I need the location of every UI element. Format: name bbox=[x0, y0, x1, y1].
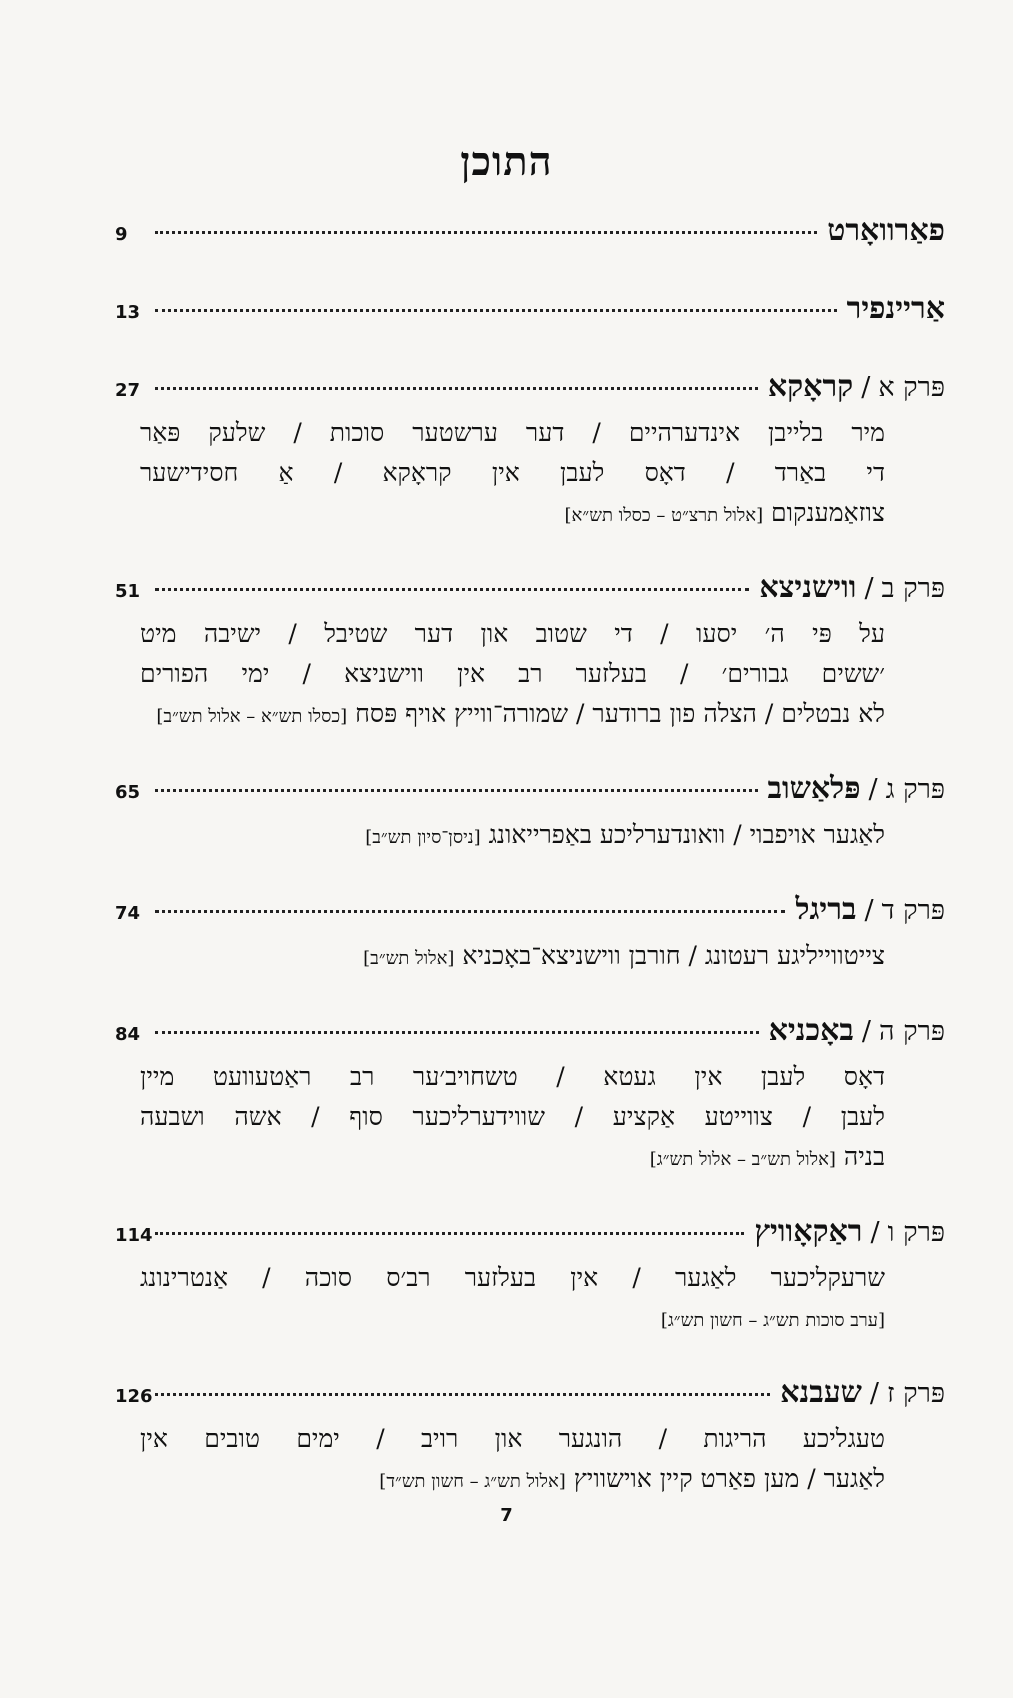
subtopic-text: צייטווייליגע רעטונג / חורבן ווישניצא־באָכניא bbox=[462, 941, 885, 970]
subtopic-line bbox=[140, 1097, 885, 1137]
page-number-ref: 51 bbox=[115, 581, 141, 602]
toc-entry bbox=[115, 1367, 945, 1502]
toc-entry-row[interactable] bbox=[115, 763, 945, 815]
chapter-label: פּרק ה bbox=[879, 1016, 945, 1047]
date-range: [אלול תש״ב – אלול תש״ג] bbox=[649, 1149, 836, 1170]
chapter-title: קראָקא bbox=[767, 369, 854, 404]
toc-entry-row[interactable] bbox=[115, 361, 945, 413]
separator: / bbox=[861, 372, 871, 403]
date-range: [אלול תרצ״ט – כסלו תש״א] bbox=[564, 505, 764, 526]
dot-leader bbox=[155, 309, 837, 312]
subtopic-line bbox=[140, 453, 885, 493]
toc-entry-row[interactable] bbox=[115, 205, 945, 257]
subtopic-line bbox=[140, 1137, 885, 1180]
subtopic-line bbox=[140, 694, 885, 737]
chapter-title: באָכניא bbox=[768, 1013, 854, 1048]
subtopic-text: לאַגער / מען פאַרט קיין אוישוויץ bbox=[573, 1464, 885, 1493]
chapter-title: בריגל bbox=[795, 892, 857, 927]
toc-entry bbox=[115, 1005, 945, 1180]
page-number-ref: 114 bbox=[115, 1225, 153, 1246]
dot-leader bbox=[155, 1232, 744, 1235]
entry-heading bbox=[759, 562, 945, 615]
chapter-label: פּרק ד bbox=[881, 895, 945, 926]
subtopic-line bbox=[140, 936, 885, 979]
entry-heading bbox=[768, 361, 945, 414]
date-range: [אלול תש״ג – חשון תש״ד] bbox=[379, 1471, 566, 1492]
toc-entry-row[interactable] bbox=[115, 1005, 945, 1057]
subtopic-line bbox=[140, 614, 885, 654]
subtopic-text: בניה bbox=[843, 1142, 885, 1171]
page-number-ref: 65 bbox=[115, 782, 141, 803]
entry-heading bbox=[827, 205, 945, 258]
chapter-title: פאַרוואָרט bbox=[827, 213, 945, 248]
subtopic-line bbox=[140, 654, 885, 694]
dot-leader bbox=[155, 910, 785, 913]
separator: / bbox=[870, 1217, 880, 1248]
subtopic-text: דאָס לעבן אין געטא / טשחויב׳ער רב ראַטעוועט מיין bbox=[140, 1062, 885, 1091]
toc-entry-row[interactable] bbox=[115, 884, 945, 936]
toc-entry-row[interactable] bbox=[115, 1206, 945, 1258]
entry-heading bbox=[780, 1367, 945, 1420]
toc-entry bbox=[115, 361, 945, 536]
toc-entry bbox=[115, 283, 945, 335]
page-number: 7 bbox=[500, 1505, 513, 1526]
entry-subtopics bbox=[115, 1258, 945, 1341]
table-of-contents bbox=[115, 205, 945, 1528]
separator: / bbox=[868, 774, 878, 805]
subtopic-text: ׳ששים גבורים׳ / בעלזער רב אין ווישניצא / ימי הפורים bbox=[140, 659, 885, 688]
entry-subtopics bbox=[115, 1419, 945, 1502]
dot-leader bbox=[155, 387, 758, 390]
chapter-title: פּלאַשוב bbox=[767, 771, 861, 806]
subtopic-line bbox=[140, 413, 885, 453]
entry-subtopics bbox=[115, 413, 945, 536]
dot-leader bbox=[155, 1031, 759, 1034]
toc-entry bbox=[115, 205, 945, 257]
separator: / bbox=[864, 895, 874, 926]
date-range: [אלול תש״ב] bbox=[363, 948, 455, 969]
subtopic-text: לעבן / צווייטע אַקציע / שווידערליכער סוף / אשה ושבעה bbox=[140, 1102, 885, 1131]
entry-heading bbox=[769, 1005, 945, 1058]
separator: / bbox=[861, 1016, 872, 1047]
chapter-label: פּרק ב bbox=[881, 573, 945, 604]
entry-subtopics bbox=[115, 1057, 945, 1180]
subtopic-text: לא נבטלים / הצלה פון ברודער / שמורה־ווייץ אויף פּסח bbox=[355, 699, 885, 728]
toc-entry-row[interactable] bbox=[115, 283, 945, 335]
page-number-ref: 13 bbox=[115, 302, 141, 323]
toc-entry bbox=[115, 562, 945, 737]
entry-heading bbox=[768, 763, 945, 816]
dot-leader bbox=[155, 231, 817, 234]
page-title: התוכן bbox=[460, 138, 553, 185]
subtopic-line bbox=[140, 493, 885, 536]
date-range: [ניסן־סיון תש״ב] bbox=[365, 827, 481, 848]
chapter-label: פּרק ו bbox=[887, 1217, 945, 1248]
subtopic-line bbox=[140, 1419, 885, 1459]
page-number-ref: 84 bbox=[115, 1024, 141, 1045]
toc-entry-row[interactable] bbox=[115, 562, 945, 614]
subtopic-text: די באַרד / דאָס לעבן אין קראָקא / אַ חסידישער bbox=[140, 458, 885, 487]
date-range: [כסלו תש״א – אלול תש״ב] bbox=[156, 706, 348, 727]
date-range: [ערב סוכות תש״ג – חשון תש״ג] bbox=[660, 1310, 885, 1331]
subtopic-text: צוזאַמענקום bbox=[771, 498, 885, 527]
chapter-label: פּרק ז bbox=[887, 1378, 945, 1409]
toc-entry bbox=[115, 884, 945, 979]
toc-entry bbox=[115, 1206, 945, 1341]
separator: / bbox=[869, 1378, 880, 1409]
chapter-title: ווישניצא bbox=[759, 570, 857, 605]
entry-heading bbox=[754, 1206, 945, 1259]
subtopic-text: על פּי ה׳ יסעו / די שטוב און דער שטיבל / ישיבה מיט bbox=[140, 619, 885, 648]
subtopic-text: טעגליכע הריגות / הונגער און רויב / ימים טובים אין bbox=[140, 1424, 885, 1453]
chapter-title: אַריינפיר bbox=[846, 291, 945, 326]
dot-leader bbox=[155, 789, 758, 792]
chapter-title: ראַקאָוויץ bbox=[754, 1214, 863, 1249]
entry-heading bbox=[847, 283, 945, 336]
subtopic-line bbox=[140, 1459, 885, 1502]
subtopic-text: לאַגער אויפבוי / וואונדערליכע באַפרייאונג bbox=[488, 820, 885, 849]
page-number-ref: 74 bbox=[115, 903, 141, 924]
page-number-ref: 27 bbox=[115, 380, 141, 401]
subtopic-text: שרעקליכער לאַגער / אין בעלזער רב׳ס סוכה / אַנטרינונג bbox=[140, 1263, 885, 1292]
subtopic-text: מיר בלייבן אינדערהיים / דער ערשטער סוכות / שלעק פּאַר bbox=[140, 418, 885, 447]
subtopic-line bbox=[140, 1057, 885, 1097]
toc-entry-row[interactable] bbox=[115, 1367, 945, 1419]
subtopic-line bbox=[140, 815, 885, 858]
subtopic-line bbox=[140, 1258, 885, 1341]
chapter-label: פּרק ג bbox=[885, 774, 945, 805]
dot-leader bbox=[155, 1393, 770, 1396]
chapter-label: פּרק א bbox=[878, 372, 945, 403]
entry-subtopics bbox=[115, 815, 945, 858]
toc-entry bbox=[115, 763, 945, 858]
chapter-title: שעבנא bbox=[780, 1375, 862, 1410]
dot-leader bbox=[155, 588, 749, 591]
page-number-ref: 126 bbox=[115, 1386, 153, 1407]
separator: / bbox=[864, 573, 874, 604]
page-number-ref: 9 bbox=[115, 224, 128, 245]
entry-heading bbox=[795, 884, 945, 937]
entry-subtopics bbox=[115, 936, 945, 979]
entry-subtopics bbox=[115, 614, 945, 737]
